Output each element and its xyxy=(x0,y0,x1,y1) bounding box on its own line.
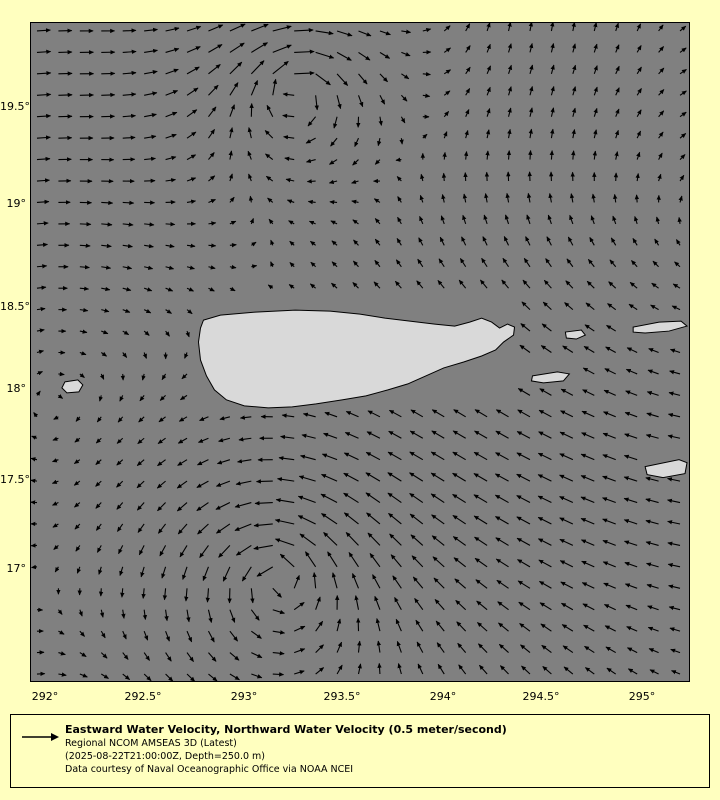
right-arrow-icon xyxy=(21,731,59,743)
x-axis-tick-4: 294° xyxy=(429,690,457,703)
x-axis-tick-5: 294.5° xyxy=(522,690,560,703)
y-axis-tick-0: 19.5° xyxy=(0,100,30,113)
x-axis-tick-3: 293.5° xyxy=(323,690,361,703)
legend-text-block xyxy=(65,723,695,776)
legend-panel xyxy=(10,714,710,788)
land-puerto-rico xyxy=(198,310,514,408)
land-culebra xyxy=(565,330,585,339)
x-axis-tick-2: 293° xyxy=(230,690,258,703)
map-plot-area[interactable] xyxy=(30,22,690,682)
land-st-croix xyxy=(645,460,687,478)
legend-title: Eastward Water Velocity, Northward Water Velocity (0.5 meter/second) xyxy=(65,723,507,736)
y-axis-tick-2: 18.5° xyxy=(0,300,30,313)
land-mona-island xyxy=(62,380,83,393)
x-axis-tick-6: 295° xyxy=(628,690,656,703)
land-vieques xyxy=(531,372,569,383)
legend-line-3: (2025-08-22T21:00:00Z, Depth=250.0 m) xyxy=(65,751,266,762)
land-virgin-islands-north xyxy=(633,321,687,333)
y-axis-tick-5: 17° xyxy=(6,562,26,575)
legend-line-4: Data courtesy of Naval Oceanographic Office via NOAA NCEI xyxy=(65,764,354,775)
y-axis-tick-1: 19° xyxy=(6,197,26,210)
land-polygons xyxy=(31,23,689,681)
y-axis-tick-4: 17.5° xyxy=(0,473,30,486)
x-axis-tick-0: 292° xyxy=(31,690,59,703)
y-axis-tick-3: 18° xyxy=(6,382,26,395)
legend-line-2: Regional NCOM AMSEAS 3D (Latest) xyxy=(65,738,237,749)
x-axis-tick-1: 292.5° xyxy=(124,690,162,703)
